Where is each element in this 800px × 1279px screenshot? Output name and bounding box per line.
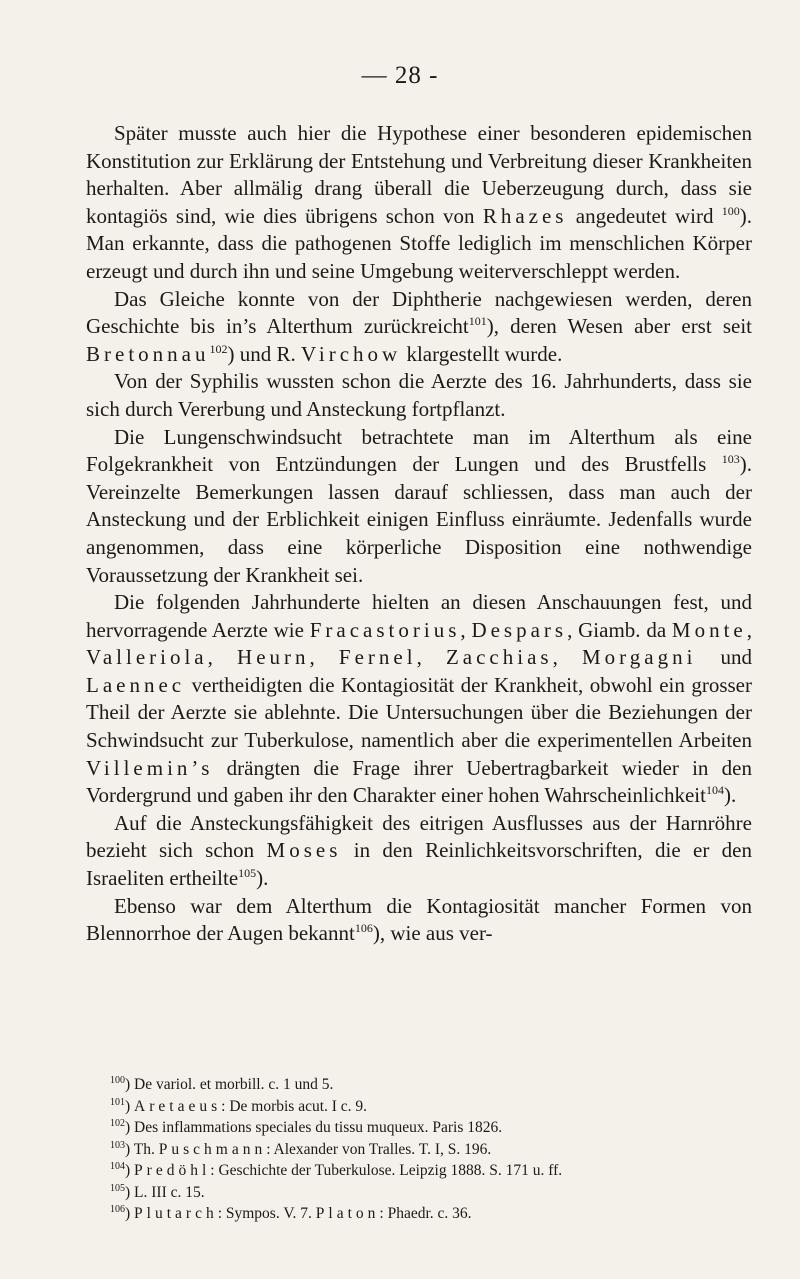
footnote-number: 105 [110,1182,125,1194]
paragraph [86,286,752,369]
spaced-name: Rhazes [482,203,568,228]
text-run: klargestellt wurde. [401,341,563,366]
text-run: Später musste auch hier die Hypothese einer besonderen epidemischen Konstitution zur Erklärung der Entstehung und Verbreitung dieser Krankheiten herhalten. Aber allmälig drang überall die Ueberzeugung durch, dass sie kontagiös sind, wie dies übrigens schon von [86,121,752,228]
text-run: Auf die Ansteckungsfähigkeit des eitrigen Ausflusses aus der Harnröhre bezieht sich schon [86,810,752,863]
text-run: , [552,645,582,670]
text-run: , [460,617,472,642]
text-run: , [416,645,446,670]
text-run: : Phaedr. c. 36. [379,1205,472,1222]
text-run: : Alexander von Tralles. T. I, S. 196. [266,1140,492,1158]
footnote [110,1117,760,1139]
text-run: ) [125,1097,135,1115]
footnote-number: 102 [110,1117,125,1129]
spaced-name: Zacchias [445,645,553,670]
spaced-name: Valleriola [86,645,208,670]
text-run: , Giamb. da [567,617,672,642]
paragraph [86,424,752,590]
main-text [86,120,752,948]
footnote-ref: 104 [705,783,724,798]
text-run: ). Vereinzelte Bemerkungen lassen darauf schliessen, dass man auch der Ansteckung und der Erblichkeit einigen Einfluss einräumte. Jedenfalls wurde angenommen, dass eine körperliche Disposition eine nothwendige Voraussetzung der Krankheit sei. [86,452,752,587]
spaced-name: Fracastorius [309,617,461,642]
text-run: ), deren Wesen aber erst seit [486,314,752,339]
spaced-name: Despars [471,617,568,642]
spaced-name: Virchow [300,341,402,366]
spaced-name: Laennec [86,672,186,697]
footnote-number: 106 [110,1203,125,1215]
footnote [110,1096,760,1118]
footnote-ref: 100 [721,203,740,218]
spaced-name: Villemin’s [86,755,214,780]
text-run: ) [125,1162,135,1179]
spaced-name: Monte [671,617,747,642]
paragraph [86,893,752,948]
text-run: vertheidigten die Kontagiosität der Krankheit, obwohl ein grosser Theil der Aerzte sie ablehnte. Die Untersuchungen über die Beziehungen der Schwindsucht zur Tuberkulose, namentlich aber die experimentellen Arbeiten [86,672,752,753]
footnotes [110,1074,760,1225]
footnote-number: 101 [110,1096,125,1108]
text-run: ) Th. [125,1140,159,1158]
spaced-name: Platon [315,1205,380,1222]
footnote [110,1203,760,1225]
text-run: ) und R. [227,341,301,366]
text-run: , [207,645,238,670]
text-run: und [696,645,753,670]
paragraph [86,810,752,893]
text-run: ), wie aus ver- [372,921,493,946]
spaced-name: Aretaeus [134,1097,222,1115]
text-run: Die Lungenschwindsucht betrachtete man im Alterthum als eine Folgekrankheit von Entzündungen der Lungen und des Brustfells [86,424,752,477]
text-run: Von der Syphilis wussten schon die Aerzte des 16. Jahrhunderts, dass sie sich durch Vererbung und Ansteckung fortpflanzt. [86,369,752,421]
footnote-ref: 103 [721,452,740,467]
footnote [110,1182,760,1204]
text-run: Die folgenden Jahrhunderte hielten an diesen Anschauungen fest, und hervorragende Aerzte wie [86,590,752,642]
page-number: — 28 - [361,62,439,89]
text-run: ) De variol. et morbill. c. 1 und 5. [125,1076,334,1093]
spaced-name: Bretonnau [86,341,210,366]
text-run: ). Man erkannte, dass die pathogenen Stoffe lediglich im menschlichen Körper erzeugt und durch ihn und seine Umgebung weiterverschleppt werden. [86,203,752,283]
spaced-name: Moses [266,838,342,863]
footnote [110,1074,760,1096]
text-run: Das Gleiche konnte von der Diphtherie nachgewiesen werden, deren Geschichte bis in’s Alterthum zurückreicht [86,286,752,339]
text-run: : Geschichte der Tuberkulose. Leipzig 1888. S. 171 u. ff. [210,1162,563,1179]
footnote-ref: 105 [238,866,257,881]
text-run: : De morbis acut. I c. 9. [221,1097,368,1115]
footnote-ref: 101 [468,314,487,329]
spaced-name: Puschmann [158,1140,267,1158]
footnote-ref: 106 [354,921,373,936]
spaced-name: Heurn [237,645,310,670]
footnote [110,1160,760,1182]
text-run: ). [723,783,737,808]
footnote [110,1139,760,1161]
text-run: ) Des inflammations speciales du tissu muqueux. Paris 1826. [125,1119,503,1136]
spaced-name: Plutarch [134,1205,218,1222]
paragraph [86,120,752,286]
text-run: ) [125,1205,135,1222]
paragraph [86,368,752,423]
text-run: drängten die Frage ihrer Uebertragbarkeit wieder in den Vordergrund und gaben ihr den Charakter einer hohen Wahrscheinlichkeit [86,755,752,808]
spaced-name: Predöhl [134,1162,211,1179]
text-run: in den Reinlichkeitsvorschriften, die er den Israeliten ertheilte [86,838,752,891]
text-run: ) L. III c. 15. [125,1183,205,1201]
text-run: ). [256,866,269,891]
spaced-name: Fernel [338,645,417,670]
text-run: angedeutet wird [567,203,722,228]
paragraph [86,589,752,810]
text-run: Ebenso war dem Alterthum die Kontagiosität mancher Formen von Blennorrhoe der Augen bekannt [86,893,752,946]
spaced-name: Morgagni [581,645,697,670]
text-run: , [309,645,339,670]
footnote-number: 100 [110,1074,125,1086]
text-run: , [746,617,752,642]
footnote-number: 103 [110,1139,125,1151]
footnote-ref: 102 [209,341,228,356]
footnote-number: 104 [110,1160,125,1172]
text-run: : Sympos. V. 7. [217,1205,316,1222]
